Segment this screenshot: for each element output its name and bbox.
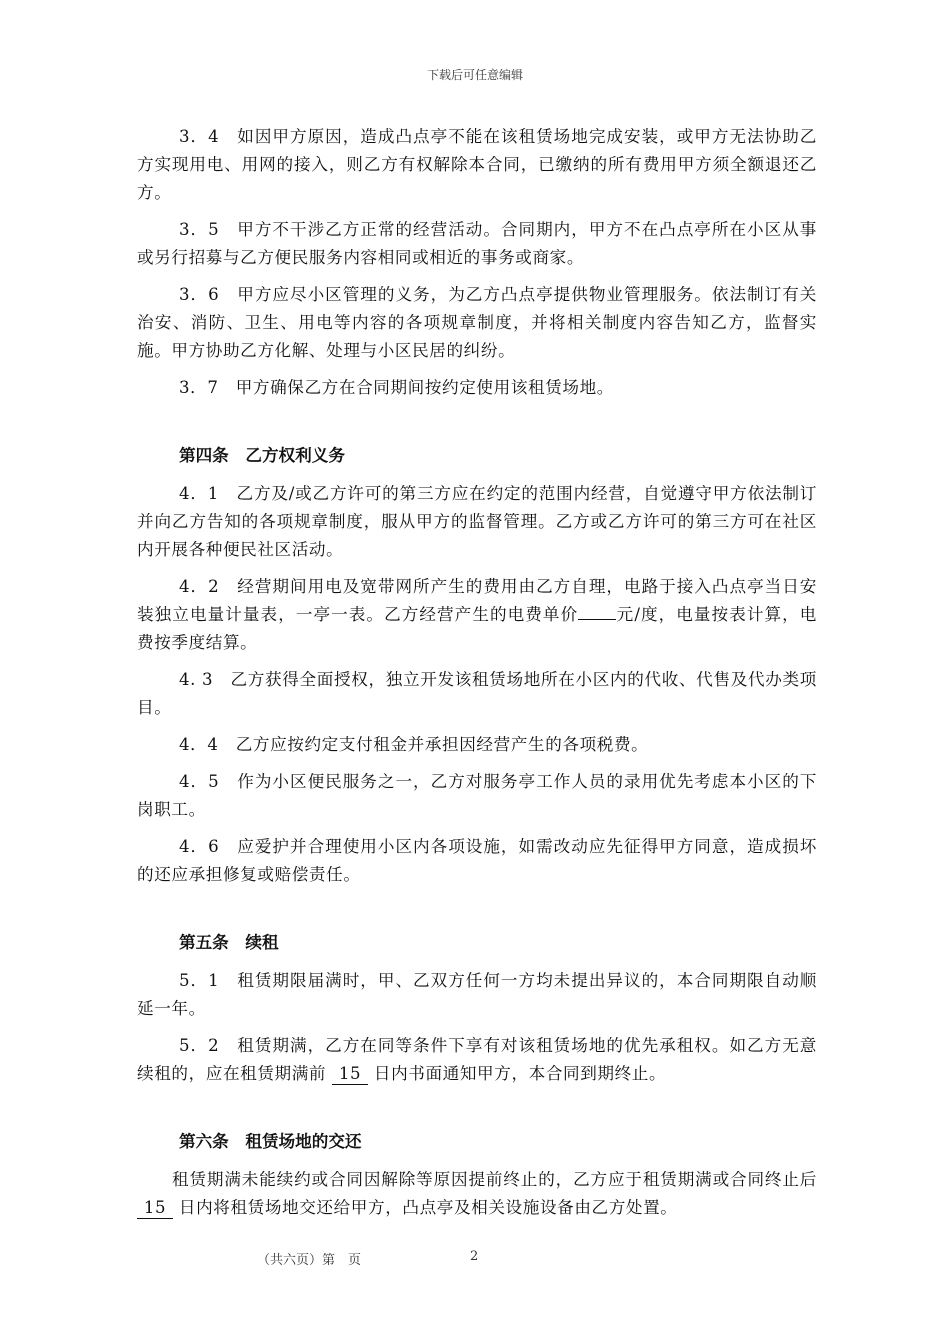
price-blank (578, 619, 616, 620)
clause-number: 3．6 (179, 285, 220, 304)
clause-number: 3．7 (179, 378, 219, 397)
clause-text: 甲方不干涉乙方正常的经营活动。合同期内，甲方不在凸点亭所在小区从事或另行招募与乙方便民服务内容相同或相近的事务或商家。 (137, 220, 817, 267)
clause-text: 租赁期满未能续约或合同因解除等原因提前终止的，乙方应于租赁期满或合同终止后 (172, 1170, 817, 1189)
clause-4-6 (137, 833, 817, 889)
clause-text-cont: 日内书面通知甲方，本合同到期终止。 (373, 1064, 667, 1083)
page-header: 下载后可任意编辑 (426, 68, 523, 82)
clause-text: 甲方确保乙方在合同期间按约定使用该租赁场地。 (235, 378, 614, 397)
clause-3-4 (137, 123, 817, 207)
clause-number: 4．4 (179, 735, 219, 754)
clause-text-cont: 元/度，电量按表计算，电费按季度结算。 (137, 605, 817, 652)
clause-5-2 (137, 1032, 817, 1088)
document-body (137, 123, 817, 1231)
clause-4-1 (137, 480, 817, 564)
clause-text: 租赁期满，乙方在同等条件下享有对该租赁场地的优先承租权。如乙方无意续租的，应在租赁期满前 (137, 1036, 817, 1083)
clause-4-2 (137, 573, 817, 657)
clause-number: 4. 3 (179, 670, 214, 689)
clause-text: 应爱护并合理使用小区内各项设施，如需改动应先征得甲方同意，造成损坏的还应承担修复或赔偿责任。 (137, 837, 817, 884)
page-number: 2 (470, 1249, 479, 1264)
article-6-text (137, 1166, 817, 1222)
clause-number: 3．5 (179, 220, 220, 239)
clause-number: 5．2 (179, 1036, 220, 1055)
return-days-blank: 15 (137, 1198, 173, 1219)
clause-4-3 (137, 666, 817, 722)
clause-number: 5．1 (179, 971, 220, 990)
clause-3-6 (137, 281, 817, 365)
clause-4-5 (137, 768, 817, 824)
clause-number: 4．6 (179, 837, 220, 856)
clause-text: 乙方获得全面授权，独立开发该租赁场地所在小区内的代收、代售及代办类项目。 (137, 670, 817, 717)
clause-number: 4．1 (179, 484, 219, 503)
article-6-heading: 第六条 租赁场地的交还 (179, 1132, 362, 1151)
clause-text: 租赁期限届满时，甲、乙双方任何一方均未提出异议的，本合同期限自动顺延一年。 (137, 971, 817, 1018)
clause-4-4 (137, 731, 817, 759)
clause-text: 经营期间用电及宽带网所产生的费用由乙方自理，电路于接入凸点亭当日安装独立电量计量表，一亭一表。乙方经营产生的电费单价 (137, 577, 817, 624)
page-footer-total: （共六页）第 页 (257, 1253, 362, 1268)
clause-number: 3．4 (179, 127, 220, 146)
clause-number: 4．5 (179, 772, 220, 791)
clause-text: 乙方及/或乙方许可的第三方应在约定的范围内经营，自觉遵守甲方依法制订并向乙方告知的各项规章制度，服从甲方的监督管理。乙方或乙方许可的第三方可在社区内开展各种便民社区活动。 (137, 484, 817, 559)
clause-text: 乙方应按约定支付租金并承担因经营产生的各项税费。 (235, 735, 649, 754)
clause-text-cont: 日内将租赁场地交还给甲方，凸点亭及相关设施设备由乙方处置。 (178, 1198, 678, 1217)
clause-text: 甲方应尽小区管理的义务，为乙方凸点亭提供物业管理服务。依法制订有关治安、消防、卫生、用电等内容的各项规章制度，并将相关制度内容告知乙方，监督实施。甲方协助乙方化解、处理与小区民居的纠纷。 (137, 285, 817, 360)
clause-text: 作为小区便民服务之一，乙方对服务亭工作人员的录用优先考虑本小区的下岗职工。 (137, 772, 817, 819)
clause-number: 4．2 (179, 577, 220, 596)
clause-text: 如因甲方原因，造成凸点亭不能在该租赁场地完成安装，或甲方无法协助乙方实现用电、用网的接入，则乙方有权解除本合同，已缴纳的所有费用甲方须全额退还乙方。 (137, 127, 817, 202)
article-5-heading: 第五条 续租 (179, 933, 279, 952)
article-4-heading: 第四条 乙方权利义务 (179, 446, 345, 465)
clause-5-1 (137, 967, 817, 1023)
notice-days-blank: 15 (332, 1064, 368, 1085)
clause-3-7 (137, 374, 817, 402)
clause-3-5 (137, 216, 817, 272)
